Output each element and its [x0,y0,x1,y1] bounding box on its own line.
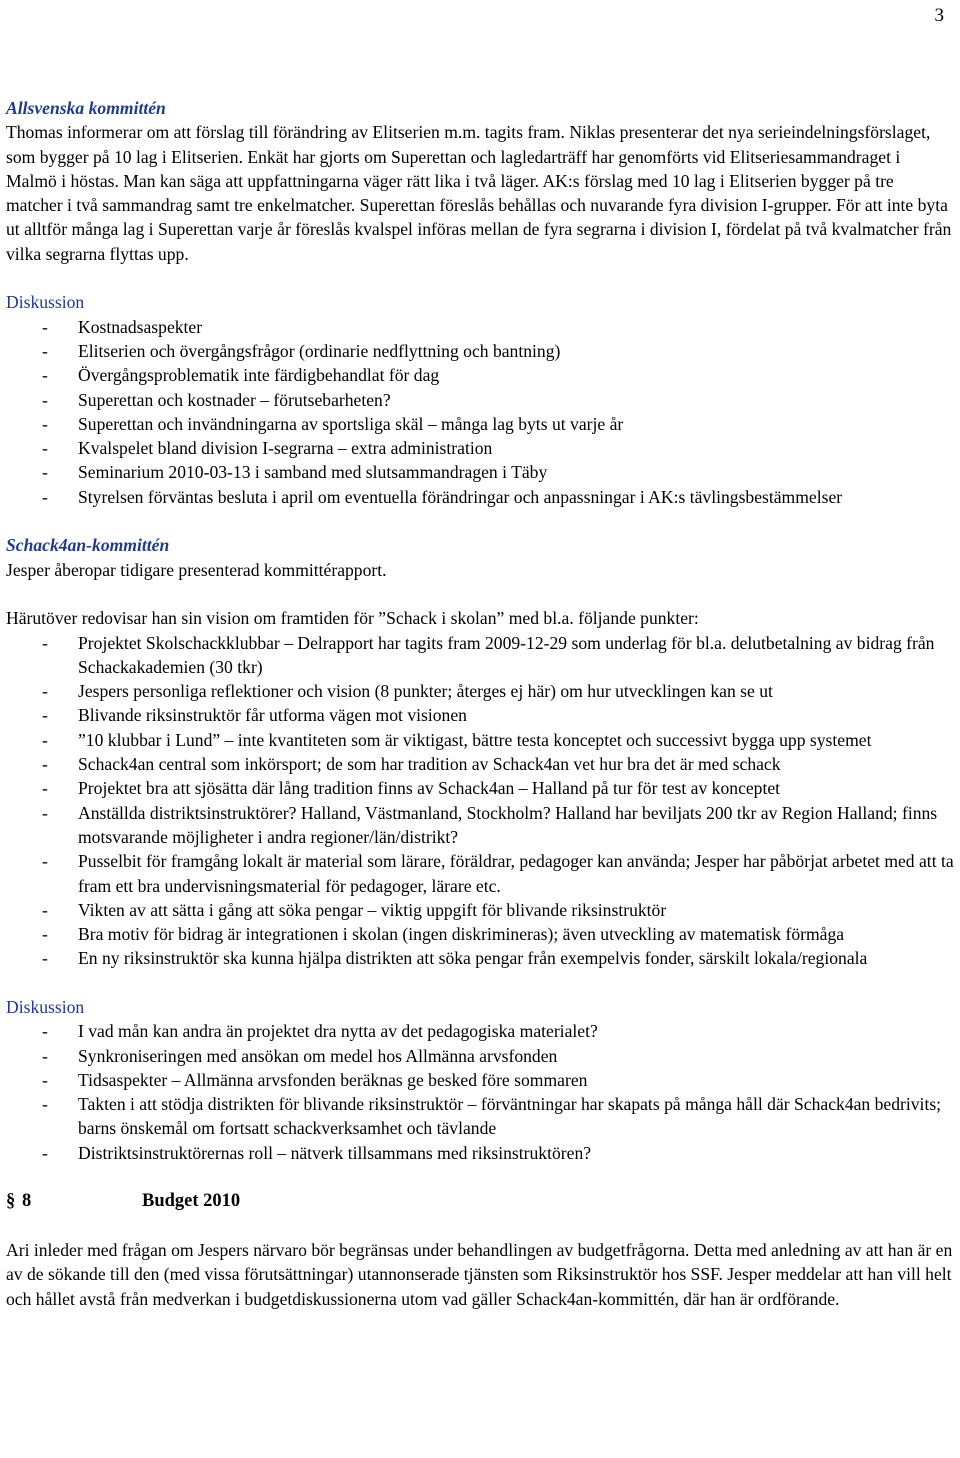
schack4an-intro: Jesper åberopar tidigare presenterad kommittérapport. [6,559,387,580]
list-item: - Seminarium 2010-03-13 i samband med slutsammandragen i Täby [6,460,954,484]
section-title: Budget 2010 [142,1191,241,1212]
list-item: - Schack4an central som inkörsport; de som har tradition av Schack4an vet hur bra det är med schack [6,752,954,776]
section-mark: § [6,1191,16,1212]
list-item: - Pusselbit för framgång lokalt är material som lärare, föräldrar, pedagoger kan använda; Jesper har påbörjat arbetet med att ta fram ett bra undervisningsmaterial för pedagoger, lärare etc. [6,849,954,898]
allsvenska-discussion-list [6,315,954,509]
list-item: - Projektet Skolschackklubbar – Delrapport har tagits fram 2009-12-29 som underlag för bl.a. delutbetalning av bidrag från Schackakademien (30 tkr) [6,631,954,680]
list-item: - Kvalspelet bland division I-segrarna – extra administration [6,436,954,460]
list-item: - Anställda distriktsinstruktörer? Halland, Västmanland, Stockholm? Halland har beviljats 200 tkr av Region Halland; finns motsvarande möjligheter i andra regioner/län/distrikt? [6,801,954,850]
budget-section-heading [6,1189,954,1213]
list-item: - Projektet bra att sjösätta där lång tradition finns av Schack4an – Halland på tur för test av konceptet [6,776,954,800]
list-item: - Övergångsproblematik inte färdigbehandlat för dag [6,363,954,387]
schack4an-points-list [6,631,954,971]
list-item: - Tidsaspekter – Allmänna arvsfonden beräknas ge besked före sommaren [6,1068,954,1092]
page-number: 3 [934,5,944,26]
list-item: - Styrelsen förväntas besluta i april om eventuella förändringar och anpassningar i AK:s tävlingsbestämmelser [6,485,954,509]
list-item: - Kostnadsaspekter [6,315,954,339]
list-item: - Vikten av att sätta i gång att söka pengar – viktig uppgift för blivande riksinstruktör [6,898,954,922]
list-item: - Superettan och invändningarna av sportsliga skäl – många lag byts ut varje år [6,412,954,436]
document-body [6,96,954,1311]
list-item: - I vad mån kan andra än projektet dra nytta av det pedagogiska materialet? [6,1019,954,1043]
schack4an-discussion-list [6,1019,954,1165]
list-item: - ”10 klubbar i Lund” – inte kvantiteten som är viktigast, bättre testa konceptet och successivt bygga upp systemet [6,728,954,752]
list-item: - Superettan och kostnader – förutsebarheten? [6,388,954,412]
spacer [6,1214,954,1238]
schack4an-discussion-label: Diskussion [6,996,85,1017]
allsvenska-heading: Allsvenska kommittén [6,98,166,118]
spacer [6,582,954,606]
allsvenska-discussion-label: Diskussion [6,292,85,313]
list-item: - Jespers personliga reflektioner och vision (8 punkter; återges ej här) om hur utvecklingen kan se ut [6,679,954,703]
allsvenska-paragraph: Thomas informerar om att förslag till förändring av Elitserien m.m. tagits fram. Niklas presenterar det nya serieindelningsförslaget, som bygger på 10 lag i Elitserien. Enkät har gjorts om Superettan och lagledarträff har genomförts vid Elitseriesammandraget i Malmö i höstas. Man kan säga att uppfattningarna väger rätt lika i två läger. AK:s förslag med 10 lag i Elitserien bygger på tre matcher i två sammandrag samt tre enkelmatcher. Superettan föreslås behållas och nuvarande fyra division I-grupper. För att inte byta ut alltför många lag i Superettan varje år föreslås kvalspel införas mellan de fyra segrarna i division I, fördelat på två kvalmatcher från vilka segrarna flyttas upp. [6,122,952,264]
list-item: - Takten i att stödja distrikten för blivande riksinstruktör – förväntningar har skapats på många håll där Schack4an bedrivits; barns önskemål om fortsatt schackverksamhet och tävlande [6,1092,954,1141]
spacer [6,971,954,995]
spacer [6,1165,954,1189]
list-item: - Distriktsinstruktörernas roll – nätverk tillsammans med riksinstruktören? [6,1141,954,1165]
list-item: - Elitserien och övergångsfrågor (ordinarie nedflyttning och bantning) [6,339,954,363]
list-item: - Blivande riksinstruktör får utforma vägen mot visionen [6,703,954,727]
budget-paragraph: Ari inleder med frågan om Jespers närvaro bör begränsas under behandlingen av budgetfrågorna. Detta med anledning av att han är en av de sökande till den (med vissa förutsättningar) utannonserade tjänsten som Riksinstruktör hos SSF. Jesper meddelar att han vill helt och hållet avstå från medverkan i budgetdiskussionerna utom vad gäller Schack4an-kommittén, där han är ordförande. [6,1239,953,1309]
list-item: - En ny riksinstruktör ska kunna hjälpa distrikten att söka pengar från exempelvis fonder, särskilt lokala/regionala [6,946,954,970]
section-number: 8 [22,1191,32,1212]
spacer [6,509,954,533]
list-item: - Bra motiv för bidrag är integrationen i skolan (ingen diskrimineras); även utveckling av matematisk förmåga [6,922,954,946]
schack4an-heading: Schack4an-kommittén [6,535,170,556]
list-item: - Synkroniseringen med ansökan om medel hos Allmänna arvsfonden [6,1044,954,1068]
spacer [6,266,954,290]
schack4an-vision-intro: Härutöver redovisar han sin vision om framtiden för ”Schack i skolan” med bl.a. följande punkter: [6,608,699,629]
